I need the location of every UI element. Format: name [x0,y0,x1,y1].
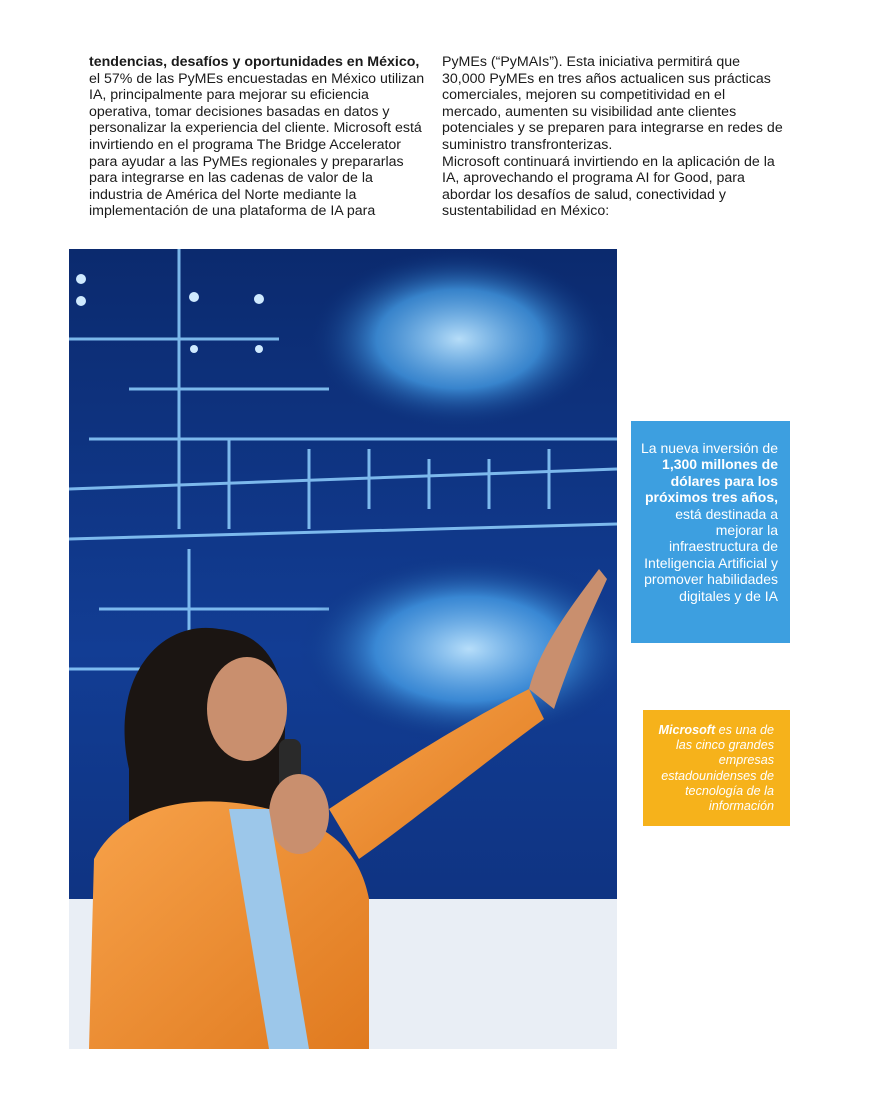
lead-bold-text: tendencias, desafíos y oportunidades en México, [89,54,420,70]
right-paragraph-2: Microsoft continuará invirtiendo en la aplicación de la IA, aprovechando el programa AI for Good, para abordar los desafíos de salud, conectividad y sustentabilidad en México: [442,153,775,220]
microsoft-callout-bold: Microsoft [658,723,716,737]
microsoft-callout [643,710,790,826]
right-paragraph-1: PyMEs (“PyMAIs”). Esta iniciativa permitirá que 30,000 PyMEs en tres años actualicen sus prácticas comerciales, mejoren su competitividad en el mercado, aumenten su visibilidad ante clientes potenciales y se preparen para integrarse en redes de suministro transfronterizas. [442,54,783,153]
microsoft-callout-post: es una de las cinco grandes empresas estadounidenses de tecnología de la información [661,723,774,814]
investment-callout [631,421,790,643]
left-body-text: el 57% de las PyMEs encuestadas en México utilizan IA, principalmente para mejorar su eficiencia operativa, tomar decisiones basadas en datos y personalizar la experiencia del cliente. Microsoft está invirtiendo en el programa The Bridge Accelerator para ayudar a las PyMEs regionales y prepararlas para integrarse en las cadenas de valor de la industria de América del Norte mediante la implementación de una plataforma de IA para [89,70,425,220]
left-text-column [89,54,427,220]
investment-callout-pre: La nueva inversión de [641,440,778,456]
right-text-column [442,54,787,220]
investment-callout-post: está destinada a mejorar la infraestructura de Inteligencia Artificial y promover habilidades digitales y de IA [644,505,778,604]
speaker-photo [69,249,617,1049]
investment-callout-bold: 1,300 millones de dólares para los próximos tres años, [644,456,778,506]
left-paragraph [89,54,427,220]
speaker-photo-illustration [69,249,617,1049]
